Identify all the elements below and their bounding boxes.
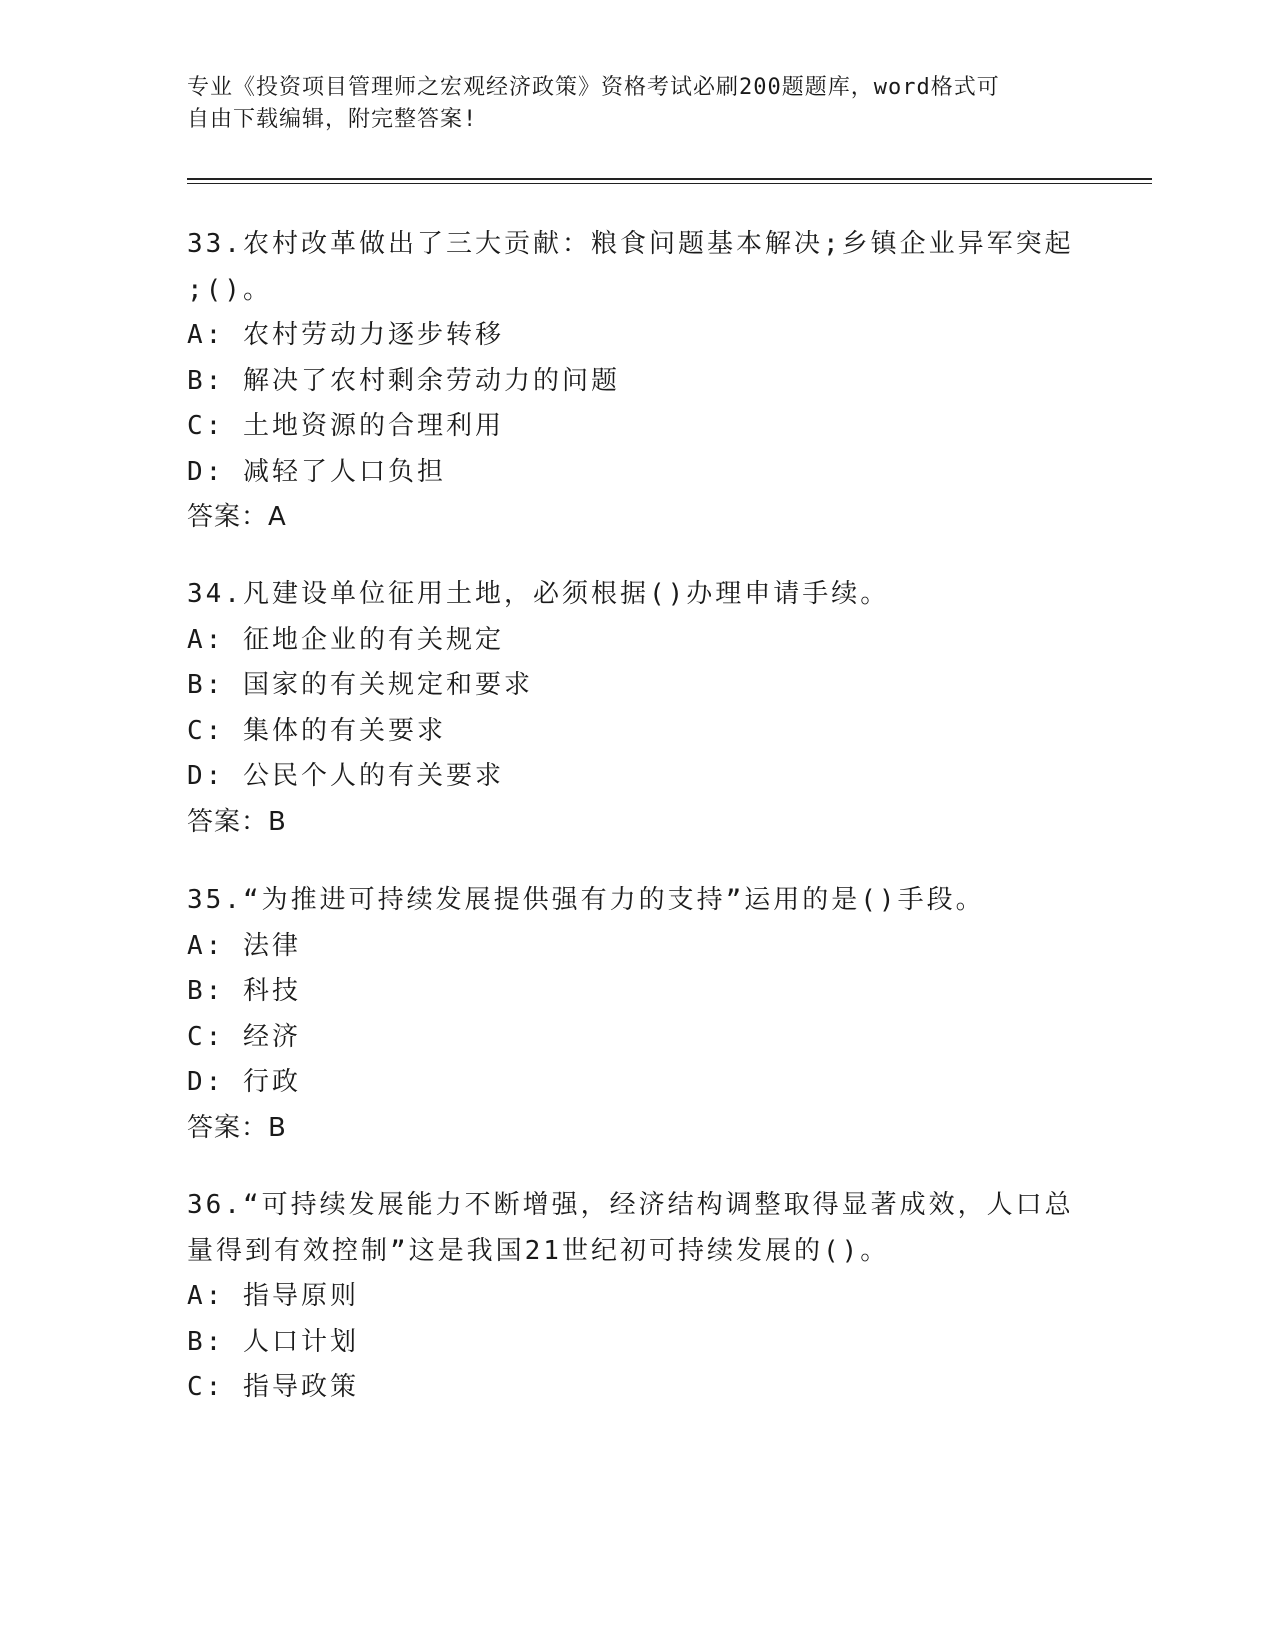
header-line-1: 专业《投资项目管理师之宏观经济政策》资格考试必刷200题题库，word格式可: [187, 75, 1000, 100]
question-35: [187, 878, 1087, 1151]
header-line-2: 自由下载编辑，附完整答案!: [187, 107, 478, 132]
option-d: D: 公民个人的有关要求: [187, 761, 504, 791]
question-stem-line: 34.凡建设单位征用土地，必须根据()办理申请手续。: [187, 579, 890, 609]
option-a: A: 农村劳动力逐步转移: [187, 320, 504, 350]
document-header: [187, 72, 1067, 136]
question-stem-line: 量得到有效控制”这是我国21世纪初可持续发展的()。: [187, 1235, 890, 1266]
question-stem-line: 33.农村改革做出了三大贡献：粮食问题基本解决;乡镇企业异军突起: [187, 229, 1074, 259]
header-divider-thick: [187, 178, 1152, 180]
question-33: [187, 222, 1087, 541]
answer-label: 答案：B: [187, 806, 287, 837]
question-stem-line: 35.“为推进可持续发展提供强有力的支持”运用的是()手段。: [187, 885, 985, 915]
answer-label: 答案：B: [187, 1112, 287, 1143]
option-a: A: 指导原则: [187, 1281, 359, 1311]
option-d: D: 行政: [187, 1067, 301, 1097]
option-c: C: 土地资源的合理利用: [187, 411, 504, 441]
question-stem-line: 36.“可持续发展能力不断增强，经济结构调整取得显著成效，人口总: [187, 1190, 1074, 1220]
option-b: B: 科技: [187, 976, 301, 1006]
question-36: [187, 1183, 1087, 1411]
option-b: B: 国家的有关规定和要求: [187, 670, 533, 700]
header-divider-thin: [187, 183, 1152, 184]
option-b: B: 解决了农村剩余劳动力的问题: [187, 365, 620, 396]
option-c: C: 经济: [187, 1021, 301, 1052]
option-d: D: 减轻了人口负担: [187, 456, 446, 487]
option-b: B: 人口计划: [187, 1326, 359, 1357]
option-c: C: 指导政策: [187, 1372, 359, 1402]
option-a: A: 征地企业的有关规定: [187, 624, 504, 655]
option-a: A: 法律: [187, 930, 301, 961]
answer-label: 答案：A: [187, 502, 287, 532]
question-34: [187, 572, 1087, 845]
question-stem-line: ;()。: [187, 274, 272, 305]
option-c: C: 集体的有关要求: [187, 715, 446, 746]
